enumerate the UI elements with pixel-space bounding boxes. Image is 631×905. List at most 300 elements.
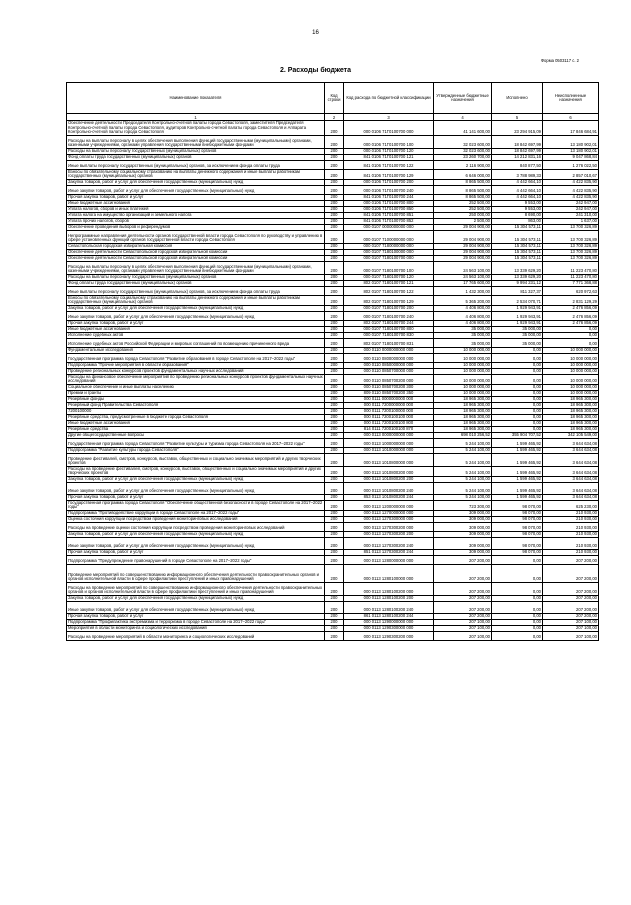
table-row	[67, 537, 599, 549]
column-number: 5	[492, 114, 543, 121]
row-kbk-cell: 802 0107 7180100700 244	[344, 320, 434, 326]
table-row	[67, 374, 599, 384]
row-executed-cell: 1 599 465,92	[492, 453, 543, 466]
row-executed-cell: 98 070,00	[492, 531, 543, 537]
row-kbk-cell: 000 0113 1000000000 000	[344, 438, 434, 447]
row-executed-cell: 0,00	[492, 601, 543, 613]
row-unexecuted-cell: 207 200,00	[543, 595, 599, 601]
row-executed-cell: 1 599 465,92	[492, 482, 543, 494]
table-row	[67, 148, 599, 154]
row-unexecuted-cell: 242 947,00	[543, 206, 599, 212]
row-kbk-cell: 861 0113 1280100200 244	[344, 613, 434, 619]
row-code-cell: 200	[325, 414, 344, 420]
row-code-cell: 200	[325, 476, 344, 482]
row-kbk-cell: 000 0113 1270300200 200	[344, 531, 434, 537]
row-plan-cell: 24 563 100,00	[434, 261, 492, 274]
row-executed-cell: 1 599 465,92	[492, 476, 543, 482]
row-kbk-cell: 000 0106 71Г0100700 000	[344, 121, 434, 136]
row-plan-cell: 32 023 600,00	[434, 135, 492, 148]
row-unexecuted-cell: 207 200,00	[543, 582, 599, 595]
row-executed-cell: 1 599 465,92	[492, 494, 543, 500]
row-executed-cell: 14 212 831,16	[492, 154, 543, 160]
row-code-cell: 200	[325, 261, 344, 274]
row-code-cell: 200	[325, 280, 344, 286]
row-code-cell: 200	[325, 179, 344, 185]
row-plan-cell: 10 000 000,00	[434, 384, 492, 390]
row-plan-cell: 29 004 900,00	[434, 243, 492, 249]
row-executed-cell: 0,00	[492, 582, 543, 595]
row-executed-cell: 0,00	[492, 408, 543, 414]
row-kbk-cell: 000 0107 7180100700 100	[344, 261, 434, 274]
row-name-cell: Оценка состояния коррупции посредством проведения мониторинговых исследований	[67, 516, 325, 522]
row-code-cell: 200	[325, 135, 344, 148]
row-name-cell: Государственная программа города Севастополя "Обеспечение общественной безопасности в городе Севастополе на 2017–2022 годы"	[67, 500, 325, 510]
row-code-cell: 200	[325, 362, 344, 368]
row-unexecuted-cell: 3 644 634,08	[543, 476, 599, 482]
table-row	[67, 230, 599, 243]
row-unexecuted-cell: 207 200,00	[543, 613, 599, 619]
row-kbk-cell: 000 0113 1290000000 000	[344, 619, 434, 625]
row-unexecuted-cell: 13 180 902,01	[543, 135, 599, 148]
row-code-cell: 200	[325, 255, 344, 261]
row-name-cell: Иные бюджетные ассигнования	[67, 200, 325, 206]
row-plan-cell: 698 010 256,52	[434, 432, 492, 438]
row-plan-cell: 1 432 300,00	[434, 286, 492, 295]
row-unexecuted-cell: 10 000 000,00	[543, 390, 599, 396]
row-code-cell: 200	[325, 402, 344, 408]
row-code-cell: 200	[325, 453, 344, 466]
row-kbk-cell: 841 0106 71Г0100700 851	[344, 212, 434, 218]
row-executed-cell: 15 304 573,11	[492, 224, 543, 230]
row-plan-cell: 723 300,00	[434, 500, 492, 510]
row-code-cell: 200	[325, 295, 344, 305]
row-executed-cell: 15 304 573,11	[492, 230, 543, 243]
row-code-cell: 200	[325, 200, 344, 206]
row-code-cell: 200	[325, 326, 344, 332]
row-kbk-cell: 000 0113 1010800200 200	[344, 476, 434, 482]
row-unexecuted-cell: 10 000 000,00	[543, 362, 599, 368]
row-plan-cell: 207 200,00	[434, 613, 492, 619]
row-code-cell: 200	[325, 582, 344, 595]
row-kbk-cell: 000 0106 71Г0100700 120	[344, 148, 434, 154]
row-kbk-cell: 000 0110 0800000000 000	[344, 353, 434, 362]
row-plan-cell: 8 865 500,00	[434, 185, 492, 194]
row-name-cell: Расходы на выплаты персоналу в целях обеспечения выполнения функций государственными (муниципальными) органами, казенными учреждениями, органами управления государственными внебюджетными фондами	[67, 261, 325, 274]
row-unexecuted-cell: 13 700 326,89	[543, 255, 599, 261]
table-row	[67, 243, 599, 249]
row-executed-cell: 8 690,00	[492, 212, 543, 218]
row-plan-cell: 23 260 700,00	[434, 154, 492, 160]
row-code-cell: 200	[325, 185, 344, 194]
row-name-cell: Резервные средства, предусмотренные в бюджете города Севастополя	[67, 414, 325, 420]
row-name-cell: Обеспечение деятельности Севастопольской городской избирательной комиссии	[67, 249, 325, 255]
row-code-cell: 200	[325, 218, 344, 224]
row-unexecuted-cell: 9 047 868,84	[543, 154, 599, 160]
row-plan-cell: 5 244 100,00	[434, 453, 492, 466]
form-code: Форма 0503117 с. 2	[540, 58, 579, 63]
column-number: 1	[67, 114, 325, 121]
row-executed-cell: 0,00	[492, 347, 543, 353]
row-unexecuted-cell: 13 700 326,89	[543, 230, 599, 243]
row-kbk-cell: 841 0106 71Г0100700 129	[344, 169, 434, 179]
table-row	[67, 305, 599, 311]
row-name-cell: Социальное обеспечение и иные выплаты населению	[67, 384, 325, 390]
row-executed-cell: 4 442 664,10	[492, 179, 543, 185]
table-row	[67, 224, 599, 230]
row-code-cell: 200	[325, 384, 344, 390]
row-kbk-cell: 000 0110 0850700200 000	[344, 374, 434, 384]
row-name-cell: Обеспечение проведения выборов и референдумов	[67, 224, 325, 230]
row-name-cell: Прочая закупка товаров, работ и услуг	[67, 549, 325, 555]
row-kbk-cell: 000 0107 7180100700 000	[344, 255, 434, 261]
row-executed-cell: 98 070,00	[492, 522, 543, 531]
row-unexecuted-cell: 3 644 634,08	[543, 482, 599, 494]
row-name-cell: Проведение региональных конкурсов проектов фундаментальных научных исследований	[67, 368, 325, 374]
row-plan-cell: 10 000 000,00	[434, 374, 492, 384]
row-kbk-cell: 000 0113 1280100200 240	[344, 601, 434, 613]
row-unexecuted-cell: 207 100,00	[543, 631, 599, 640]
row-code-cell: 200	[325, 601, 344, 613]
row-code-cell: 200	[325, 564, 344, 582]
column-number: 2	[325, 114, 344, 121]
row-kbk-cell: 000 0113 1290300200 000	[344, 631, 434, 640]
row-code-cell: 200	[325, 420, 344, 426]
row-kbk-cell: 000 0107 7180100700 120	[344, 274, 434, 280]
row-code-cell: 200	[325, 332, 344, 338]
row-plan-cell: 41 141 600,00	[434, 121, 492, 136]
row-plan-cell: 17 765 600,00	[434, 280, 492, 286]
column-number: 4	[434, 114, 492, 121]
row-kbk-cell: 000 0113 1270000000 000	[344, 510, 434, 516]
row-plan-cell: 207 100,00	[434, 625, 492, 631]
row-unexecuted-cell: 4 422 835,90	[543, 179, 599, 185]
row-kbk-cell: 841 0106 71Г0100700 121	[344, 154, 434, 160]
row-unexecuted-cell: 10 000 000,00	[543, 368, 599, 374]
row-executed-cell: 0,00	[492, 390, 543, 396]
page-number: 16	[312, 30, 319, 36]
table-row	[67, 311, 599, 320]
row-name-cell: Иные закупки товаров, работ и услуг для обеспечения государственных (муниципальных) нужд	[67, 601, 325, 613]
row-plan-cell: 29 004 900,00	[434, 255, 492, 261]
row-unexecuted-cell: 207 100,00	[543, 625, 599, 631]
row-executed-cell: 1 599 465,92	[492, 438, 543, 447]
row-plan-cell: 309 000,00	[434, 516, 492, 522]
row-plan-cell: 5 244 100,00	[434, 476, 492, 482]
table-row	[67, 286, 599, 295]
row-kbk-cell: 000 0110 0850700200 300	[344, 384, 434, 390]
row-kbk-cell: 000 0113 1270300000 000	[344, 516, 434, 522]
row-plan-cell: 6 646 000,00	[434, 169, 492, 179]
column-number: 3	[344, 114, 434, 121]
row-executed-cell: 13 339 629,20	[492, 261, 543, 274]
table-row	[67, 500, 599, 510]
row-executed-cell: 0,00	[492, 362, 543, 368]
row-plan-cell: 4 406 800,00	[434, 311, 492, 320]
row-kbk-cell: 000 0113 1270300200 000	[344, 522, 434, 531]
row-name-cell: Взносы по обязательному социальному страхованию на выплаты денежного содержания и иные выплаты работникам государственных (муниципальных) органов	[67, 295, 325, 305]
row-plan-cell: 5 244 100,00	[434, 438, 492, 447]
table-row	[67, 255, 599, 261]
row-plan-cell: 35 000,00	[434, 332, 492, 338]
row-unexecuted-cell: 242 947,00	[543, 200, 599, 206]
row-kbk-cell: 841 0106 71Г0100700 244	[344, 194, 434, 200]
row-kbk-cell: 000 0107 0000000000 000	[344, 224, 434, 230]
row-kbk-cell: 000 0113 1280000000 000	[344, 555, 434, 564]
row-plan-cell: 207 200,00	[434, 555, 492, 564]
row-code-cell: 200	[325, 230, 344, 243]
row-name-cell: Расходы на проведение оценки состояния коррупции посредством проведения мониторинговых исследований	[67, 522, 325, 531]
row-kbk-cell: 000 0107 7180100700 830	[344, 332, 434, 338]
row-plan-cell: 4 406 800,00	[434, 305, 492, 311]
row-executed-cell: 0,00	[492, 595, 543, 601]
row-name-cell: Подпрограмма "Предупреждение правонарушений в городе Севастополе на 2017–2022 годы"	[67, 555, 325, 564]
row-name-cell: Иные бюджетные ассигнования	[67, 420, 325, 426]
row-code-cell: 200	[325, 274, 344, 280]
row-unexecuted-cell: 18 965 300,00	[543, 426, 599, 432]
row-code-cell: 200	[325, 396, 344, 402]
row-code-cell: 200	[325, 286, 344, 295]
row-name-cell: Иные закупки товаров, работ и услуг для обеспечения государственных (муниципальных) нужд	[67, 311, 325, 320]
row-executed-cell: 18 842 697,99	[492, 135, 543, 148]
row-unexecuted-cell: 3 644 634,08	[543, 453, 599, 466]
row-kbk-cell: 000 0106 71Г0100700 850	[344, 206, 434, 212]
row-kbk-cell: 841 0106 71Г0100700 852	[344, 218, 434, 224]
row-unexecuted-cell: 207 200,00	[543, 564, 599, 582]
row-executed-cell: 23 294 915,09	[492, 121, 543, 136]
row-code-cell: 200	[325, 625, 344, 631]
row-name-cell: Подпрограмма "Прочие мероприятия в области образования"	[67, 362, 325, 368]
row-kbk-cell: 000 0113 1270300200 240	[344, 537, 434, 549]
table-row	[67, 601, 599, 613]
row-plan-cell: 207 100,00	[434, 631, 492, 640]
row-kbk-cell: 000 0111 0000000000 000	[344, 396, 434, 402]
row-kbk-cell: 000 0110 0850000000 000	[344, 362, 434, 368]
row-plan-cell: 207 200,00	[434, 582, 492, 595]
row-unexecuted-cell: 13 700 326,89	[543, 243, 599, 249]
row-name-cell: Закупка товаров, работ и услуг для обеспечения государственных (муниципальных) нужд	[67, 595, 325, 601]
row-unexecuted-cell: 13 700 326,89	[543, 249, 599, 255]
row-executed-cell: 0,00	[492, 564, 543, 582]
row-code-cell: 200	[325, 353, 344, 362]
row-executed-cell: 15 304 573,11	[492, 255, 543, 261]
row-kbk-cell: 000 0113 1280100200 200	[344, 595, 434, 601]
table-row	[67, 274, 599, 280]
row-code-cell: 200	[325, 311, 344, 320]
row-unexecuted-cell: 13 700 326,89	[543, 224, 599, 230]
row-executed-cell: 98 070,00	[492, 510, 543, 516]
row-unexecuted-cell: 342 105 549,00	[543, 432, 599, 438]
row-name-cell: 7200100000	[67, 408, 325, 414]
row-code-cell: 200	[325, 305, 344, 311]
row-unexecuted-cell: 3 644 634,08	[543, 466, 599, 476]
row-name-cell: Резервные фонды	[67, 396, 325, 402]
row-code-cell: 200	[325, 194, 344, 200]
row-executed-cell: 0,00	[492, 384, 543, 390]
row-code-cell: 200	[325, 160, 344, 169]
row-name-cell: Закупка товаров, работ и услуг для обеспечения государственных (муниципальных) нужд	[67, 179, 325, 185]
row-executed-cell: 98 070,00	[492, 549, 543, 555]
row-executed-cell: 98 070,00	[492, 516, 543, 522]
row-name-cell: Проведение фестивалей, смотров, конкурсов, выставок, общественных и социально значимых мероприятий и других творческих проектов	[67, 453, 325, 466]
row-executed-cell: 13 339 629,20	[492, 274, 543, 280]
row-plan-cell: 309 000,00	[434, 522, 492, 531]
row-executed-cell: 0,00	[492, 625, 543, 631]
row-name-cell: Другие общегосударственные вопросы	[67, 432, 325, 438]
row-executed-cell: 863,00	[492, 218, 543, 224]
row-plan-cell: 24 563 100,00	[434, 274, 492, 280]
row-code-cell: 200	[325, 432, 344, 438]
row-kbk-cell: 000 0111 7200100100 000	[344, 414, 434, 420]
table-row	[67, 160, 599, 169]
row-executed-cell: 0,00	[492, 414, 543, 420]
row-plan-cell: 8 865 500,00	[434, 179, 492, 185]
row-plan-cell: 35 000,00	[434, 338, 492, 347]
row-code-cell: 200	[325, 154, 344, 160]
row-name-cell: Иные выплаты персоналу государственных (муниципальных) органов, за исключением фонда оплаты труда	[67, 160, 325, 169]
row-unexecuted-cell: 210 930,00	[543, 510, 599, 516]
row-code-cell: 200	[325, 206, 344, 212]
row-plan-cell: 4 406 800,00	[434, 320, 492, 326]
row-name-cell: Закупка товаров, работ и услуг для обеспечения государственных (муниципальных) нужд	[67, 305, 325, 311]
row-kbk-cell: 000 0113 1280100000 000	[344, 564, 434, 582]
row-code-cell: 200	[325, 613, 344, 619]
row-name-cell: Прочая закупка товаров, работ и услуг	[67, 494, 325, 500]
row-name-cell: Расходы на финансовое обеспечение мероприятий по проведению региональных конкурсов проектов фундаментальных научных исследований	[68, 374, 323, 383]
row-executed-cell: 9 994 231,12	[492, 280, 543, 286]
row-kbk-cell: 000 0113 1010000000 000	[344, 447, 434, 453]
row-executed-cell: 4 442 664,10	[492, 194, 543, 200]
row-executed-cell: 98 070,00	[492, 500, 543, 510]
row-name-cell: Непрограммные направления деятельности органов государственной власти города Севастополя по руководству и управлению в сфере установленных функций органов государственной власти города Севастополя	[67, 230, 325, 243]
row-code-cell: 200	[325, 320, 344, 326]
row-plan-cell: 8 865 500,00	[434, 194, 492, 200]
row-plan-cell: 18 965 300,00	[434, 408, 492, 414]
row-plan-cell: 2 116 900,00	[434, 160, 492, 169]
row-unexecuted-cell: 18 965 300,00	[543, 396, 599, 402]
expenditure-table	[66, 82, 599, 641]
header-kbk: Код расхода по бюджетной классификации	[344, 83, 434, 114]
row-name-cell: Обеспечение деятельности Председателя Контрольно-счетной палаты города Севастополя, заместителя Председателя Контрольно-счетной палаты города Севастополя, аудиторов Контрольно-счетной палаты города Севастополя и Аппарата Контрольно-счетной палаты города Севастополя	[67, 121, 325, 136]
row-name-cell: Закупка товаров, работ и услуг для обеспечения государственных (муниципальных) нужд	[67, 531, 325, 537]
row-executed-cell: 0,00	[492, 368, 543, 374]
row-executed-cell: 9 553,00	[492, 206, 543, 212]
row-kbk-cell: 000 0107 7180100000 000	[344, 249, 434, 255]
row-plan-cell: 18 965 300,00	[434, 414, 492, 420]
section-title: 2. Расходы бюджета	[280, 67, 351, 74]
row-name-cell: Иные бюджетные ассигнования	[67, 326, 325, 332]
table-row	[67, 482, 599, 494]
row-executed-cell: 0,00	[492, 396, 543, 402]
table-row	[67, 447, 599, 453]
row-name-cell: Расходы на выплаты персоналу государственных (муниципальных) органов	[67, 148, 325, 154]
row-executed-cell: 0,00	[492, 631, 543, 640]
row-code-cell: 200	[325, 516, 344, 522]
row-executed-cell: 1 929 943,91	[492, 311, 543, 320]
row-unexecuted-cell: 0,00	[543, 326, 599, 332]
row-executed-cell: 0,00	[492, 619, 543, 625]
row-name-cell: Мероприятия в области мониторинга и социологических исследований	[67, 625, 325, 631]
row-unexecuted-cell: 10 000 000,00	[543, 384, 599, 390]
row-unexecuted-cell: 210 930,00	[543, 531, 599, 537]
row-plan-cell: 29 004 900,00	[434, 230, 492, 243]
row-name-cell: Государственная программа города Севастополя "Развитие культуры и туризма города Севастополя на 2017–2022 годы"	[67, 438, 325, 447]
row-code-cell: 200	[325, 537, 344, 549]
row-name-cell: Иные закупки товаров, работ и услуг для обеспечения государственных (муниципальных) нужд	[67, 185, 325, 194]
row-executed-cell: 18 842 697,99	[492, 148, 543, 154]
row-unexecuted-cell: 2 476 856,09	[543, 311, 599, 320]
row-name-cell: Исполнение судебных актов	[67, 332, 325, 338]
row-executed-cell: 1 929 943,91	[492, 305, 543, 311]
row-unexecuted-cell: 17 846 684,91	[543, 121, 599, 136]
row-unexecuted-cell: 1 276 022,50	[543, 160, 599, 169]
row-code-cell: 200	[325, 408, 344, 414]
row-code-cell: 200	[325, 549, 344, 555]
row-plan-cell: 35 000,00	[434, 326, 492, 332]
row-kbk-cell: 000 0113 0000000000 000	[344, 432, 434, 438]
row-unexecuted-cell: 210 930,00	[543, 522, 599, 531]
row-plan-cell: 18 965 300,00	[434, 402, 492, 408]
row-kbk-cell: 000 0106 71Г0100700 800	[344, 200, 434, 206]
row-kbk-cell: 000 0106 71Г0100700 200	[344, 179, 434, 185]
row-name-cell: Расходы на выплаты персоналу в целях обеспечения выполнения функций государственными (муниципальными) органами, казенными учреждениями, органами управления государственными внебюджетными фондами	[67, 135, 325, 148]
row-kbk-cell: 000 0113 1200000000 000	[344, 500, 434, 510]
row-code-cell: 200	[325, 447, 344, 453]
row-name-cell: Взносы по обязательному социальному страхованию на выплаты денежного содержания и иные выплаты работникам государственных (муниципальных) органов	[67, 169, 325, 179]
row-plan-cell: 5 244 100,00	[434, 466, 492, 476]
row-code-cell: 200	[325, 494, 344, 500]
row-kbk-cell: 000 0113 1010800000 000	[344, 453, 434, 466]
row-executed-cell: 0,00	[492, 555, 543, 564]
row-plan-cell: 5 365 200,00	[434, 295, 492, 305]
row-unexecuted-cell: 18 965 300,00	[543, 420, 599, 426]
row-code-cell: 200	[325, 148, 344, 154]
row-code-cell: 200	[325, 555, 344, 564]
row-unexecuted-cell: 18 965 300,00	[543, 414, 599, 420]
row-executed-cell: 9 553,00	[492, 200, 543, 206]
table-row	[67, 555, 599, 564]
row-kbk-cell: 000 0106 71Г0100700 100	[344, 135, 434, 148]
table-row	[67, 135, 599, 148]
row-name-cell: Прочая закупка товаров, работ и услуг	[67, 613, 325, 619]
table-row	[67, 154, 599, 160]
row-executed-cell: 1 929 943,91	[492, 320, 543, 326]
row-plan-cell: 29 004 900,00	[434, 224, 492, 230]
row-executed-cell: 0,00	[492, 374, 543, 384]
row-name-cell: Уплата налога на имущество организаций и земельного налога	[67, 212, 325, 218]
row-code-cell: 200	[325, 390, 344, 396]
row-code-cell: 200	[325, 374, 344, 384]
row-unexecuted-cell: 4 422 835,90	[543, 185, 599, 194]
row-plan-cell: 250 000,00	[434, 212, 492, 218]
row-unexecuted-cell: 2 857 010,67	[543, 169, 599, 179]
row-unexecuted-cell: 625 230,00	[543, 500, 599, 510]
row-kbk-cell: 000 0107 7180100700 800	[344, 326, 434, 332]
row-unexecuted-cell: 1 637,00	[543, 218, 599, 224]
row-code-cell: 200	[325, 500, 344, 510]
row-executed-cell: 0,00	[492, 402, 543, 408]
row-plan-cell: 5 244 100,00	[434, 482, 492, 494]
row-unexecuted-cell: 2 831 129,29	[543, 295, 599, 305]
row-plan-cell: 18 965 300,00	[434, 396, 492, 402]
row-name-cell: Уплата налогов, сборов и иных платежей	[67, 206, 325, 212]
row-code-cell: 200	[325, 595, 344, 601]
row-name-cell: Фундаментальные исследования	[67, 347, 325, 353]
row-name-cell: Расходы на проведение мероприятий в области мониторинга и социологических исследований	[67, 631, 325, 640]
row-plan-cell: 207 200,00	[434, 564, 492, 582]
row-executed-cell: 355 904 707,52	[492, 432, 543, 438]
row-unexecuted-cell: 10 000 000,00	[543, 374, 599, 384]
table-row	[67, 280, 599, 286]
